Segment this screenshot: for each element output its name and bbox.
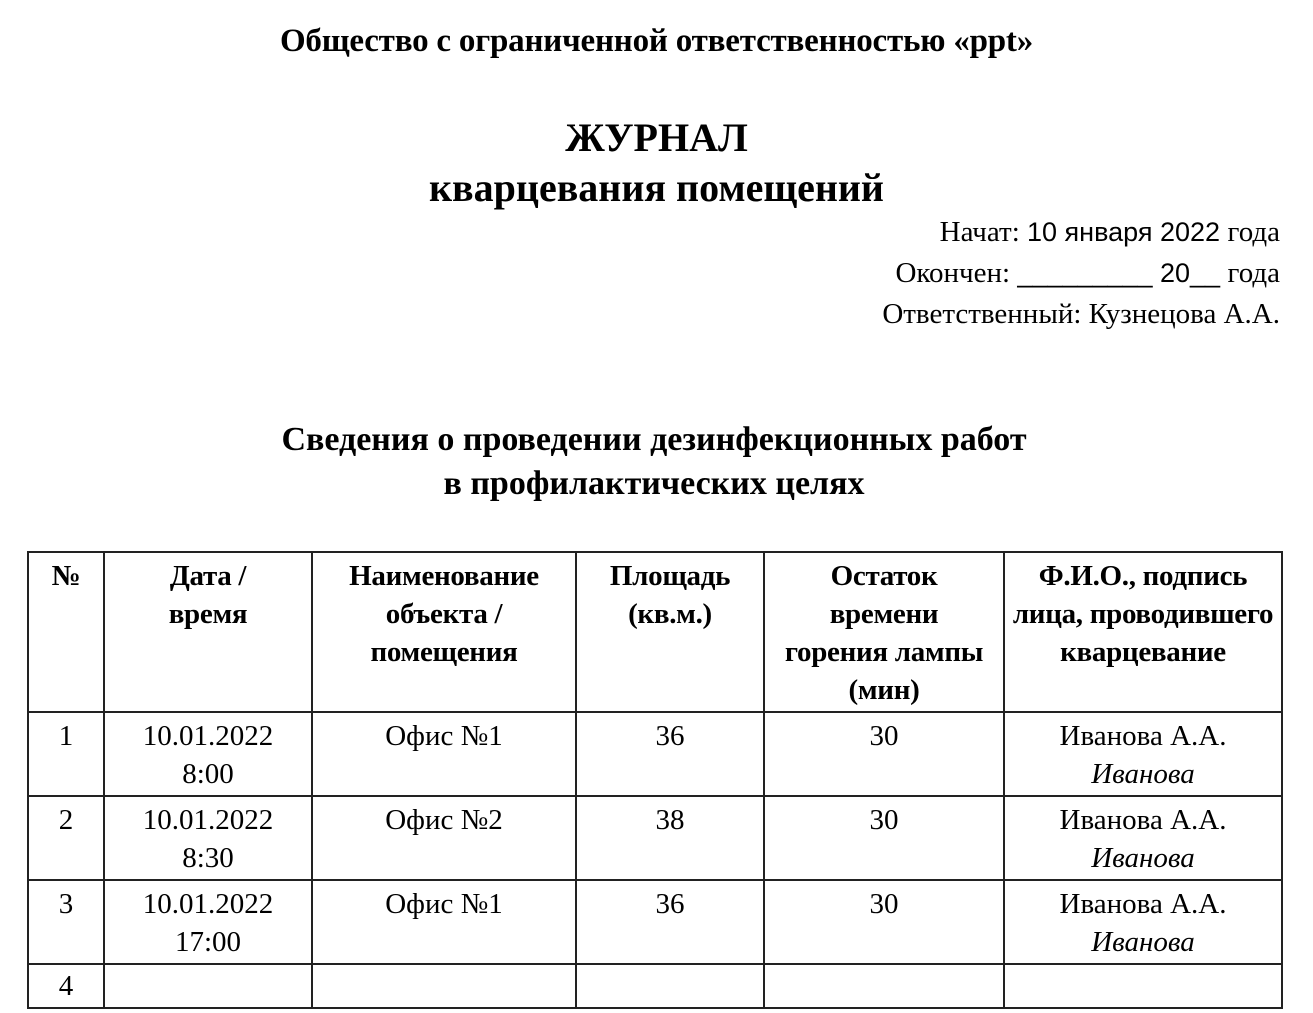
col-number: №: [28, 552, 104, 712]
cell-number: 3: [28, 880, 104, 964]
cell-datetime: [104, 796, 312, 880]
cell-time: 8:30: [182, 842, 234, 874]
cell-area: [576, 964, 764, 1008]
cell-name: Иванова А.А.: [1059, 888, 1227, 920]
ended-suffix: года: [1227, 257, 1280, 289]
cell-remaining: 30: [764, 712, 1004, 796]
cell-responsible: [1004, 712, 1282, 796]
started-line: [940, 212, 1280, 252]
cell-datetime: [104, 712, 312, 796]
table-row: [28, 964, 1282, 1008]
cell-time: 17:00: [174, 926, 242, 958]
section-title-line2: в профилактических целях: [443, 465, 865, 502]
started-value: 10 января 2022: [1027, 217, 1228, 247]
journal-table: [27, 551, 1283, 1009]
cell-number: 1: [28, 712, 104, 796]
cell-signature: Иванова: [1091, 842, 1195, 874]
col-responsible: Ф.И.О., подпись лица, проводившего кварцевание: [1004, 552, 1282, 712]
cell-datetime: [104, 964, 312, 1008]
cell-responsible: [1004, 964, 1282, 1008]
section-title: Сведения о проведении дезинфекционных работ: [281, 421, 1027, 458]
cell-responsible: [1004, 796, 1282, 880]
ended-line: [895, 253, 1280, 293]
organization-name: Общество с ограниченной ответственностью «ppt»: [279, 23, 1034, 59]
cell-remaining: 30: [764, 796, 1004, 880]
cell-time: 8:00: [182, 758, 234, 790]
cell-signature: Иванова: [1091, 758, 1195, 790]
responsible-line: [882, 294, 1280, 334]
cell-signature: Иванова: [1091, 926, 1195, 958]
journal-title: ЖУРНАЛ: [565, 115, 748, 160]
cell-date: 10.01.2022: [142, 720, 274, 752]
cell-number: 4: [28, 964, 104, 1008]
cell-name: Иванова А.А.: [1059, 804, 1227, 836]
responsible-value: Кузнецова А.А.: [1088, 298, 1280, 330]
cell-area: 36: [576, 880, 764, 964]
cell-object: Офис №2: [312, 796, 576, 880]
cell-remaining: 30: [764, 880, 1004, 964]
cell-object: [312, 964, 576, 1008]
cell-object: Офис №1: [312, 880, 576, 964]
started-label: Начат:: [939, 216, 1027, 248]
table-row: [28, 712, 1282, 796]
started-suffix: года: [1227, 216, 1280, 248]
cell-remaining: [764, 964, 1004, 1008]
col-datetime: Дата / время: [104, 552, 312, 712]
cell-responsible: [1004, 880, 1282, 964]
cell-object: Офис №1: [312, 712, 576, 796]
table-row: [28, 796, 1282, 880]
cell-number: 2: [28, 796, 104, 880]
responsible-label: Ответственный:: [882, 298, 1089, 330]
cell-area: 38: [576, 796, 764, 880]
col-area: Площадь (кв.м.): [576, 552, 764, 712]
cell-date: 10.01.2022: [142, 804, 274, 836]
col-lamp-remaining: Остаток времени горения лампы (мин): [764, 552, 1004, 712]
cell-date: 10.01.2022: [142, 888, 274, 920]
journal-subtitle: кварцевания помещений: [429, 165, 884, 210]
table-row: [28, 880, 1282, 964]
col-object: Наименование объекта / помещения: [312, 552, 576, 712]
cell-datetime: [104, 880, 312, 964]
ended-value: _________ 20__: [1017, 258, 1228, 288]
ended-label: Окончен:: [895, 257, 1018, 289]
table-header-row: [28, 552, 1282, 712]
cell-area: 36: [576, 712, 764, 796]
cell-name: Иванова А.А.: [1059, 720, 1227, 752]
